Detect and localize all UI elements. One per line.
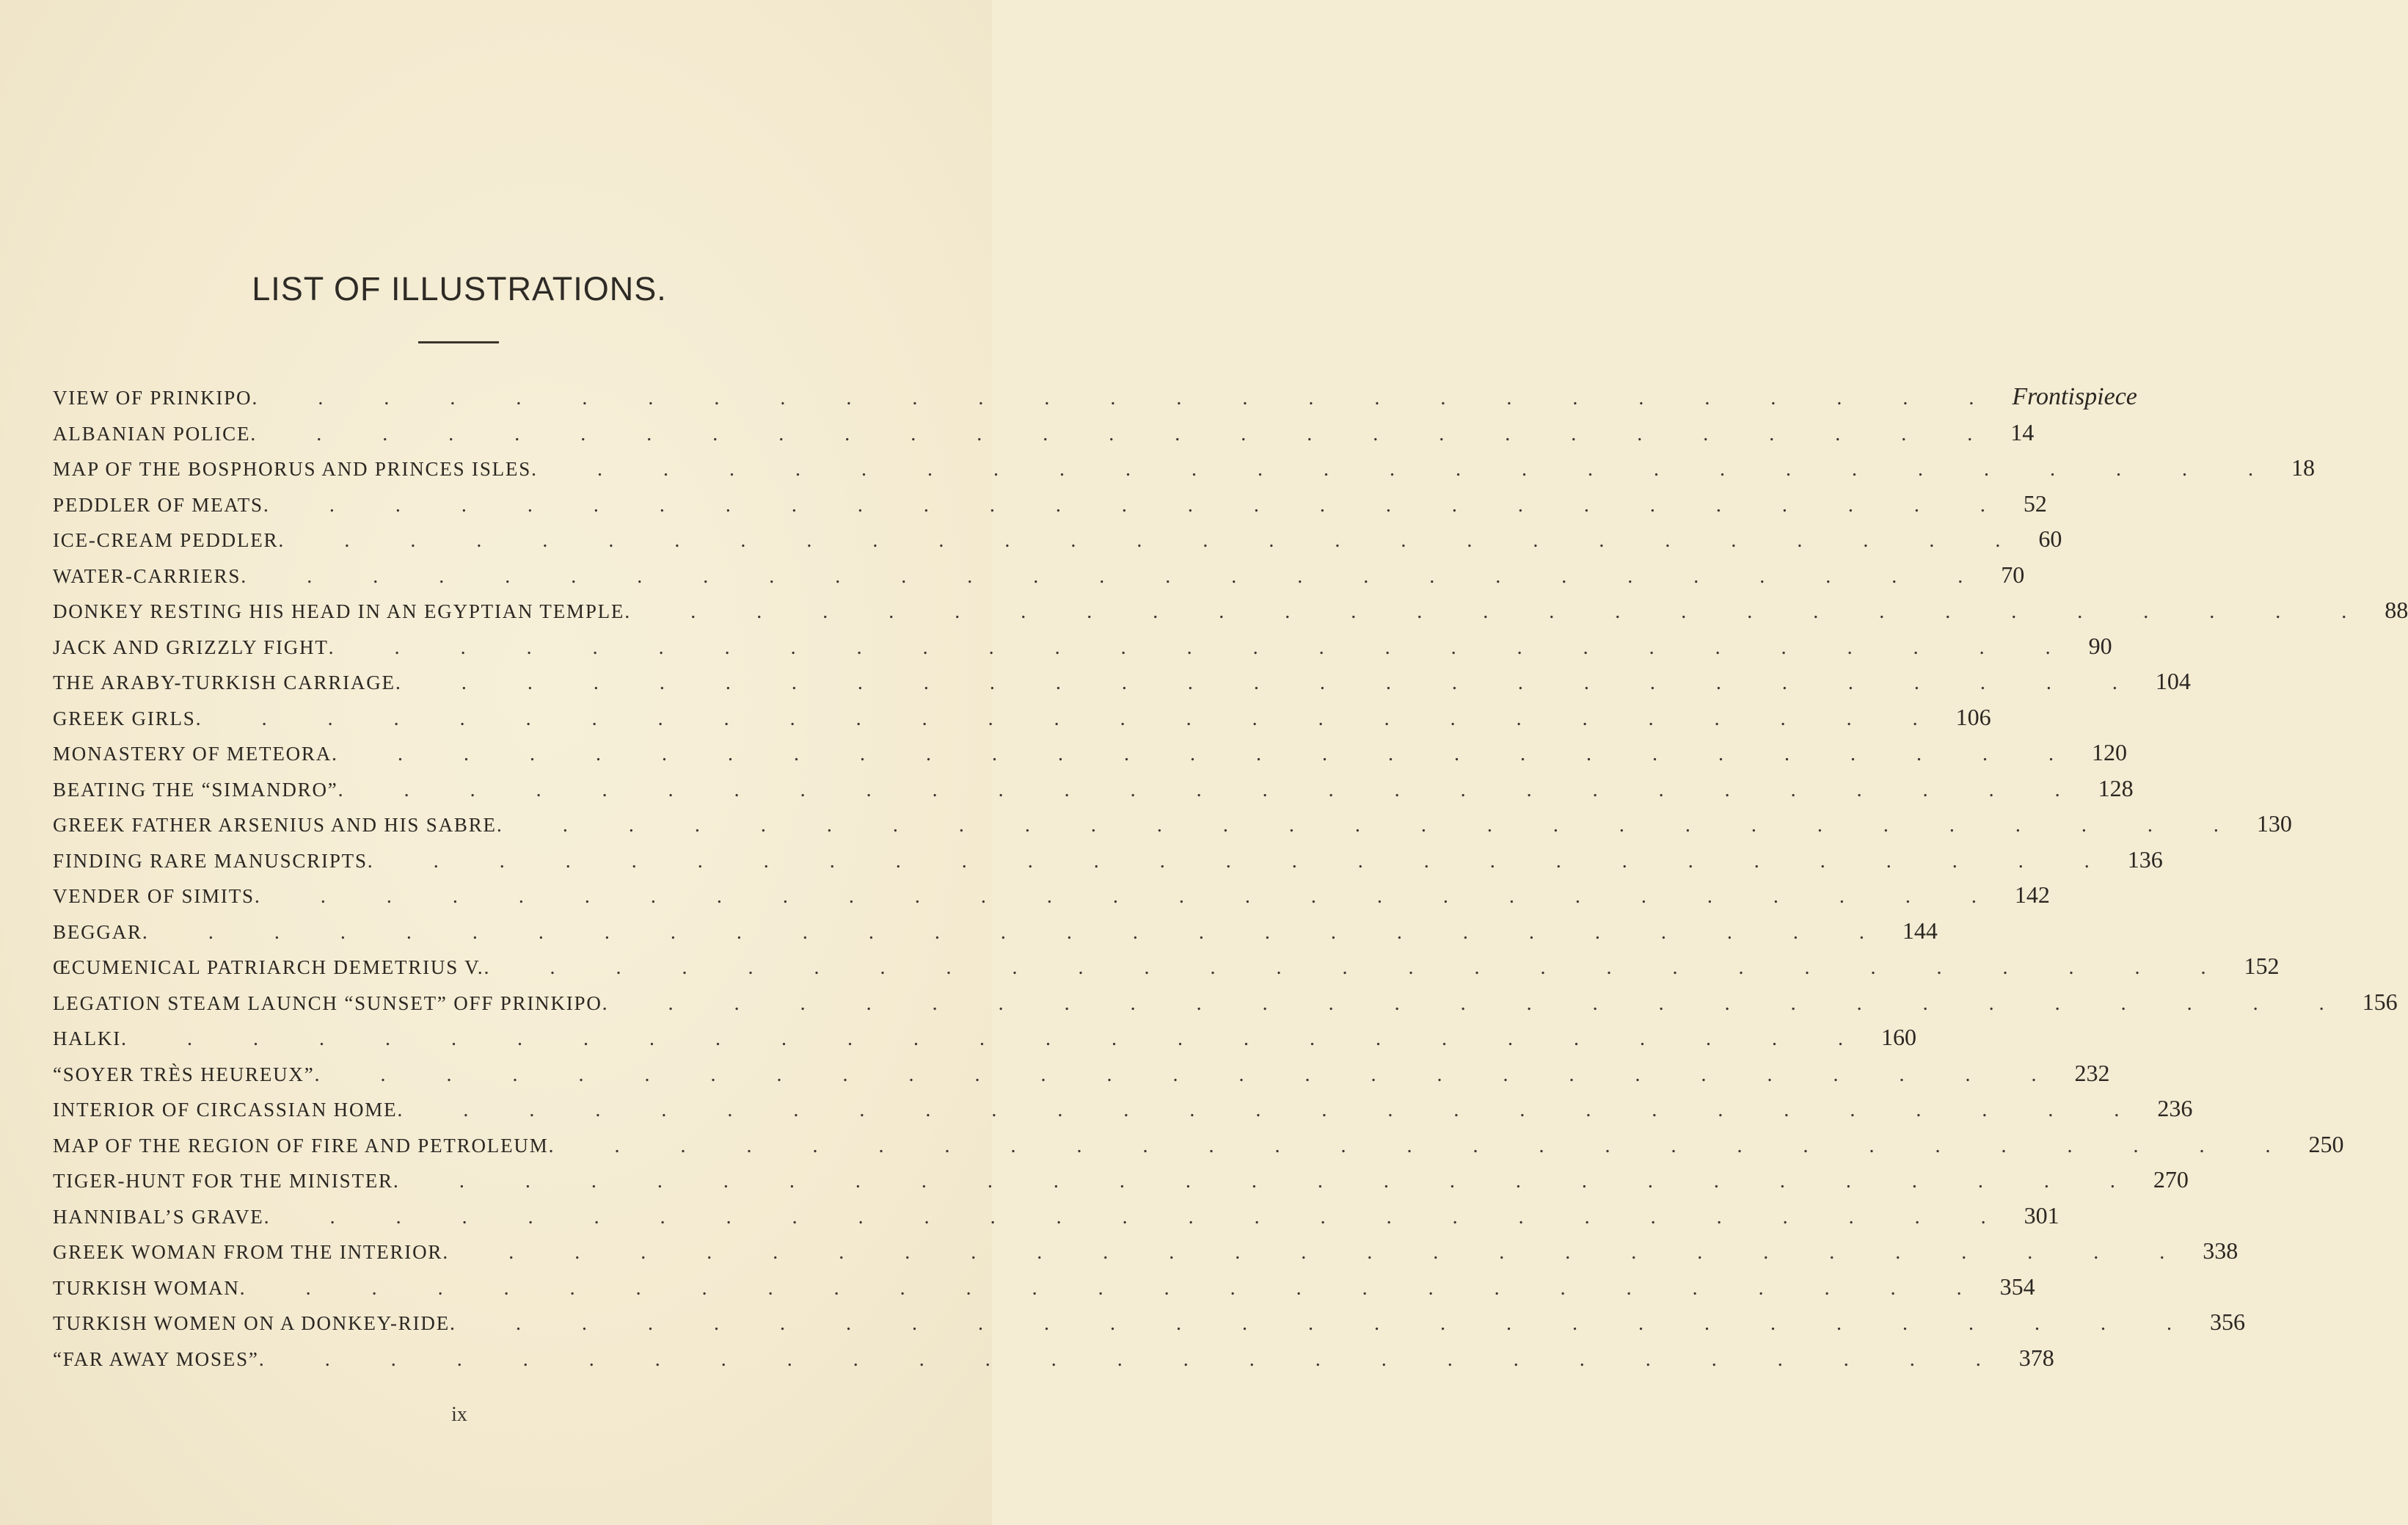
list-item (53, 810, 2292, 846)
illustration-page-number: 301 (2024, 1201, 2059, 1229)
illustration-title: MONASTERY OF METEORA (53, 743, 332, 765)
illustration-page-number: 52 (2023, 489, 2047, 517)
illustration-title: BEGGAR (53, 920, 142, 943)
list-item (53, 1095, 2193, 1131)
list-item (53, 561, 2025, 597)
list-item (53, 383, 2137, 419)
list-item (53, 597, 2408, 633)
illustration-page-number: 18 (2291, 454, 2316, 481)
illustration-page-number: 354 (1999, 1273, 2035, 1300)
list-item (53, 1237, 2239, 1273)
illustration-title: TIGER-HUNT FOR THE MINISTER (53, 1170, 393, 1192)
illustration-title: JACK AND GRIZZLY FIGHT (53, 636, 329, 658)
list-item (53, 454, 2316, 490)
dot-leader: . . . . . . . . . . . . . . . . . . . . . . . . . . . (393, 1170, 2143, 1193)
illustration-page-number: 136 (2127, 845, 2163, 873)
illustration-page-number: 120 (2092, 739, 2128, 765)
page-title: LIST OF ILLUSTRATIONS. (252, 270, 667, 307)
illustration-title: HALKI (53, 1027, 121, 1049)
illustration-title: GREEK GIRLS (53, 707, 196, 729)
illustration-title: “SOYER TRÈS HEUREUX” (53, 1063, 315, 1085)
list-item (53, 1201, 2059, 1238)
list-item (53, 703, 1991, 740)
illustration-page-number: 88 (2385, 597, 2408, 623)
illustration-page-number: 270 (2153, 1166, 2189, 1193)
illustration-page-number: 130 (2256, 810, 2292, 837)
dot-leader: . . . . . . . . . . . . . . . . . . . . . . . . . . . (496, 814, 2247, 837)
list-item (53, 917, 1938, 953)
dot-leader: . . . . . . . . . . . . . . . . . . . . . . . . . . . (239, 1276, 1990, 1300)
list-item (53, 1130, 2344, 1167)
dot-leader: . . . . . . . . . . . . . . . . . . . . . . . . . . . (450, 1312, 2200, 1335)
illustration-page-number: 152 (2244, 953, 2280, 979)
illustration-title: VIEW OF PRINKIPO (53, 387, 252, 409)
illustration-page-number: 144 (1902, 917, 1938, 944)
dot-leader: . . . . . . . . . . . . . . . . . . . . . . . . . . . (602, 991, 2352, 1015)
dot-leader: . . . . . . . . . . . . . . . . . . . . . . . . . . . (314, 1063, 2065, 1086)
list-item (53, 1344, 2054, 1380)
illustration-page-number: 128 (2098, 774, 2134, 801)
illustration-title: MAP OF THE BOSPHORUS AND PRINCES ISLES (53, 458, 532, 480)
illustration-title: GREEK FATHER ARSENIUS AND HIS SABRE (53, 814, 497, 836)
illustration-page-number: 338 (2203, 1237, 2239, 1264)
dot-leader: . . . . . . . . . . . . . . . . . . . . . . . . . . . (328, 636, 2079, 659)
illustration-page-number: 156 (2362, 988, 2398, 1015)
dot-leader: . . . . . . . . . . . . . . . . . . . . . . . . . . . (120, 1027, 1871, 1050)
list-item (53, 774, 2134, 811)
illustration-title: ŒCUMENICAL PATRIARCH DEMETRIUS V. (53, 956, 484, 978)
dot-leader: . . . . . . . . . . . . . . . . . . . . . . . . . . . (263, 493, 2013, 517)
dot-leader: . . . . . . . . . . . . . . . . . . . . . . . . . . . (395, 671, 2145, 694)
illustration-page-number: 14 (2010, 418, 2035, 445)
illustration-page-number: 106 (1955, 703, 1991, 730)
list-item (53, 632, 2112, 669)
dot-leader: . . . . . . . . . . . . . . . . . . . . . . . . . . . (195, 707, 1946, 730)
dot-leader: . . . . . . . . . . . . . . . . . . . . . . . . . . . (263, 1205, 2014, 1229)
illustration-page-number: Frontispiece (2012, 383, 2137, 410)
dot-leader: . . . . . . . . . . . . . . . . . . . . . . . . . . . (442, 1241, 2193, 1264)
list-item (53, 953, 2280, 989)
illustration-page-number: 60 (2038, 525, 2062, 552)
illustration-title: THE ARABY-TURKISH CARRIAGE (53, 671, 395, 694)
illustration-page-number: 104 (2155, 668, 2191, 694)
illustration-page-number: 356 (2210, 1309, 2245, 1335)
dot-leader: . . . . . . . . . . . . . . . . . . . . . . . . . . . (397, 1099, 2148, 1121)
list-item (53, 988, 2398, 1024)
illustration-title: “FAR AWAY MOSES” (53, 1347, 259, 1370)
illustration-title: DONKEY RESTING HIS HEAD IN AN EGYPTIAN TEMPLE (53, 600, 625, 622)
dot-leader: . . . . . . . . . . . . . . . . . . . . . . . . . . . (484, 956, 2234, 979)
dot-leader: . . . . . . . . . . . . . . . . . . . . . . . . . . . (278, 529, 2029, 552)
dot-leader: . . . . . . . . . . . . . . . . . . . . . . . . . . . (142, 920, 1892, 944)
dot-leader: . . . . . . . . . . . . . . . . . . . . . . . . . . . (254, 885, 2004, 908)
illustration-page-number: 378 (2018, 1344, 2054, 1371)
illustration-title: LEGATION STEAM LAUNCH “SUNSET” OFF PRINKIPO (53, 991, 602, 1014)
illustration-title: TURKISH WOMAN (53, 1276, 240, 1299)
illustration-list (53, 383, 2408, 1380)
dot-leader: . . . . . . . . . . . . . . . . . . . . . . . . . . . (332, 743, 2082, 765)
illustration-title: BEATING THE “SIMANDRO” (53, 778, 338, 801)
illustration-page-number: 250 (2308, 1130, 2344, 1157)
illustration-page-number: 90 (2088, 632, 2112, 659)
list-item (53, 1309, 2245, 1344)
list-item (53, 881, 2050, 917)
illustration-title: HANNIBAL’S GRAVE (53, 1205, 264, 1228)
illustration-title: FINDING RARE MANUSCRIPTS (53, 849, 368, 872)
list-item (53, 525, 2062, 561)
illustration-title: GREEK WOMAN FROM THE INTERIOR (53, 1241, 443, 1263)
dot-leader: . . . . . . . . . . . . . . . . . . . . . . . . . . . (367, 849, 2117, 873)
list-item (53, 1273, 2035, 1309)
dot-leader: . . . . . . . . . . . . . . . . . . . . . . . . . . . (252, 387, 2002, 410)
illustration-title: INTERIOR OF CIRCASSIAN HOME (53, 1099, 398, 1121)
list-item (53, 668, 2191, 704)
illustration-title: ALBANIAN POLICE (53, 422, 251, 445)
list-item (53, 489, 2047, 526)
illustration-page-number: 142 (2014, 881, 2050, 908)
illustration-page-number: 160 (1880, 1024, 1916, 1050)
list-item (53, 739, 2128, 775)
dot-leader: . . . . . . . . . . . . . . . . . . . . . . . . . . . (258, 1347, 2009, 1371)
illustration-title: WATER-CARRIERS (53, 564, 241, 587)
list-item (53, 1024, 1916, 1060)
list-item (53, 1166, 2189, 1202)
illustration-title: TURKISH WOMEN ON A DONKEY-RIDE (53, 1312, 450, 1334)
illustration-page-number: 236 (2157, 1095, 2193, 1121)
dot-leader: . . . . . . . . . . . . . . . . . . . . . . . . . . . (624, 600, 2375, 623)
illustration-title: MAP OF THE REGION OF FIRE AND PETROLEUM (53, 1134, 549, 1157)
dot-leader: . . . . . . . . . . . . . . . . . . . . . . . . . . . (548, 1134, 2299, 1157)
illustration-page-number: 70 (2001, 561, 2025, 588)
list-item (53, 418, 2035, 455)
list-item (53, 845, 2163, 882)
illustration-title: VENDER OF SIMITS (53, 885, 255, 907)
list-item (53, 1059, 2110, 1096)
dot-leader: . . . . . . . . . . . . . . . . . . . . . . . . . . . (250, 422, 2001, 445)
title-rule (418, 341, 499, 343)
dot-leader: . . . . . . . . . . . . . . . . . . . . . . . . . . . (241, 564, 1991, 588)
dot-leader: . . . . . . . . . . . . . . . . . . . . . . . . . . . (338, 778, 2088, 801)
page-folio: ix (451, 1403, 467, 1426)
dot-leader: . . . . . . . . . . . . . . . . . . . . . . . . . . . (531, 458, 2282, 481)
illustration-title: ICE-CREAM PEDDLER (53, 529, 279, 551)
illustration-title: PEDDLER OF MEATS (53, 493, 263, 516)
illustration-page-number: 232 (2074, 1059, 2110, 1086)
